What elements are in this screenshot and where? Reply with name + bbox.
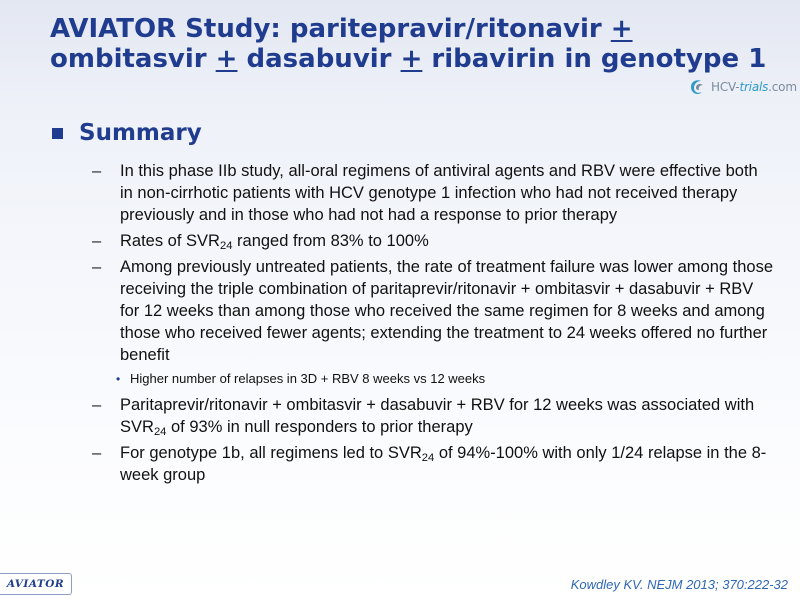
subscript: 24 <box>219 239 233 252</box>
dash-bullet-icon: – <box>92 162 102 180</box>
bullet-text: For genotype 1b, all regimens led to SVR <box>120 444 422 462</box>
sub-bullet-item <box>92 370 774 388</box>
plus-minus-symbol: + <box>400 44 423 74</box>
dash-bullet-icon: – <box>92 396 102 414</box>
title-text: ribavirin in genotype 1 <box>422 44 767 74</box>
bullet-text: ranged from 83% to 100% <box>232 232 429 250</box>
title-line-2 <box>50 44 767 74</box>
bullet-text: In this phase IIb study, all-oral regimens of antiviral agents and RBV were effective both in non-cirrhotic patients with HCV genotype 1 infection who had not received therapy previously and in those who had not had a response to prior therapy <box>120 162 758 224</box>
bullet-text: Rates of SVR <box>120 232 220 250</box>
bullet-list <box>92 160 774 490</box>
bullet-text: Paritaprevir/ritonavir + ombitasvir + dasabuvir + RBV for 12 weeks was associated with SVR <box>120 396 755 436</box>
bullet-text: of 94%-100% with only 1/24 relapse in the 8-week group <box>120 444 767 484</box>
sub-bullet-text: Higher number of relapses in 3D + RBV 8 weeks vs 12 weeks <box>130 371 486 386</box>
bullet-item <box>92 230 774 252</box>
title-text: AVIATOR Study: paritepravir/ritonavir <box>50 14 611 44</box>
section-heading-row <box>52 120 202 146</box>
hcv-trials-logo-icon <box>688 77 708 97</box>
bullet-text: of 93% in null responders to prior therapy <box>166 418 473 436</box>
bullet-item <box>92 160 774 226</box>
square-bullet-icon <box>52 128 63 139</box>
dash-bullet-icon: – <box>92 444 102 462</box>
hcv-trials-logo <box>688 77 797 97</box>
dash-bullet-icon: – <box>92 232 102 250</box>
plus-minus-symbol: + <box>215 44 238 74</box>
dot-bullet-icon: • <box>116 372 121 386</box>
title-text: dasabuvir <box>237 44 401 74</box>
bullet-item <box>92 442 774 486</box>
title-text: ombitasvir <box>50 44 216 74</box>
section-heading: Summary <box>79 120 202 146</box>
dash-bullet-icon: – <box>92 258 102 276</box>
citation: Kowdley KV. NEJM 2013; 370:222-32 <box>570 577 788 592</box>
study-tag: AVIATOR <box>0 573 72 595</box>
logo-text: HCV-trials.com <box>711 80 797 94</box>
subscript: 24 <box>421 451 435 464</box>
subscript: 24 <box>153 425 167 438</box>
bullet-item <box>92 394 774 438</box>
plus-minus-symbol: + <box>610 14 633 44</box>
bullet-text: Among previously untreated patients, the rate of treatment failure was lower among those receiving the triple combination of paritaprevir/ritonavir + ombitasvir + dasabuvir + RBV for 12 weeks than among those who received the same regimen for 8 weeks and among those who received fewer agents; extending the treatment to 24 weeks offered no further benefit <box>120 258 774 364</box>
slide-title <box>50 14 767 74</box>
title-line-1 <box>50 14 750 44</box>
bullet-item <box>92 256 774 366</box>
